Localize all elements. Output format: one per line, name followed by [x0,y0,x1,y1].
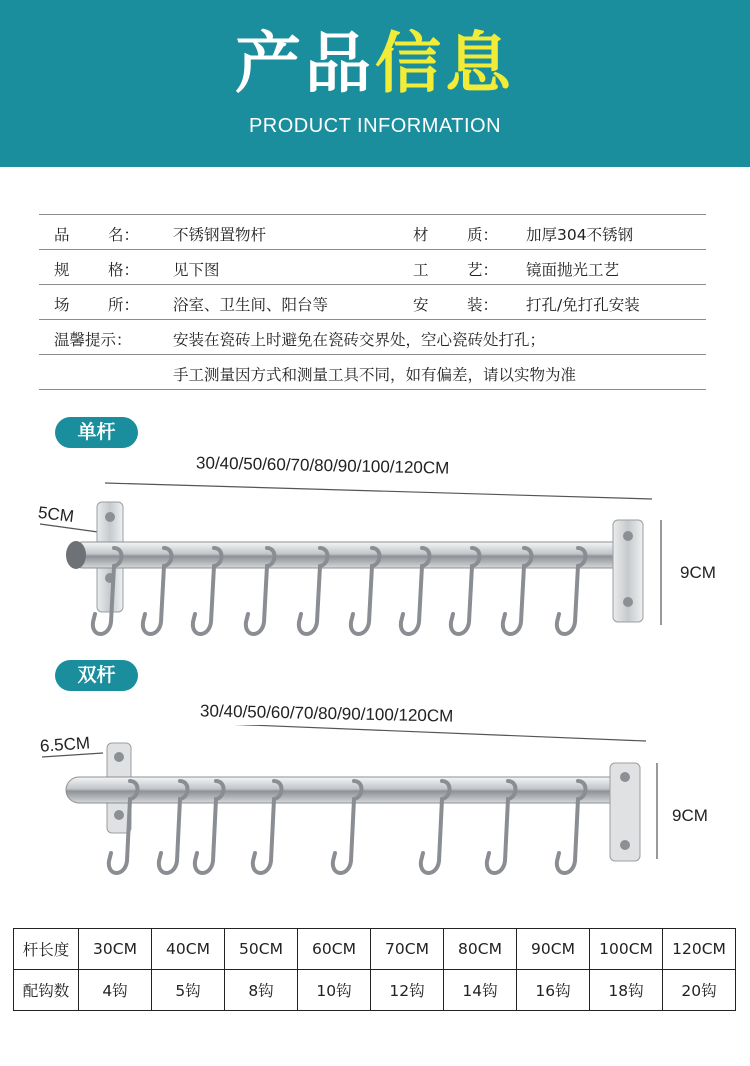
spec-cell: 8钩 [225,970,298,1011]
info-value: 手工测量因方式和测量工具不同，如有偏差，请以实物为准 [173,366,577,384]
page-subtitle: PRODUCT INFORMATION [248,115,502,137]
spec-cell: 90CM [517,929,590,970]
spec-cell: 70CM [371,929,444,970]
title-yellow-part: 信息 [375,25,515,102]
spec-cell: 20钩 [663,970,736,1011]
info-label: 场 所： [54,296,139,314]
info-row [39,214,706,250]
info-row [39,355,706,390]
header-banner [0,0,750,167]
spec-cell: 10钩 [298,970,371,1011]
spec-row-length [14,929,736,970]
spec-table [13,928,736,1011]
single-bar-badge: 单杆 [55,417,138,448]
single-rack-illustration [0,480,750,650]
spec-cell: 60CM [298,929,371,970]
info-value: 见下图 [173,261,220,279]
spec-cell: 4钩 [79,970,152,1011]
info-label: 安 装： [413,296,498,314]
info-value: 浴室、卫生间、阳台等 [173,296,329,314]
title-white-part: 产品 [235,25,375,102]
spec-cell: 12钩 [371,970,444,1011]
double-rack-illustration [0,725,750,885]
product-info-table [39,214,706,390]
spec-cell: 30CM [79,929,152,970]
info-label: 温馨提示： [54,331,132,349]
single-height-label: 9CM [680,563,716,582]
info-value: 安装在瓷砖上时避免在瓷砖交界处，空心瓷砖处打孔； [173,331,546,349]
spec-cell: 18钩 [590,970,663,1011]
info-label: 材 质： [413,226,498,244]
spec-cell: 40CM [152,929,225,970]
info-row [39,285,706,320]
info-value: 不锈钢置物杆 [173,226,267,244]
info-row [39,250,706,285]
double-bar-badge: 双杆 [55,660,138,691]
spec-row-hooks [14,970,736,1011]
double-height-label: 9CM [672,806,708,825]
info-label: 工 艺： [413,261,498,279]
info-value: 镜面抛光工艺 [526,261,620,279]
spec-row-header: 配钩数 [14,970,79,1011]
double-offset-label: 6.5CM [39,733,91,756]
info-value: 加厚304不锈钢 [526,226,634,244]
spec-cell: 16钩 [517,970,590,1011]
spec-cell: 80CM [444,929,517,970]
spec-cell: 100CM [590,929,663,970]
double-length-label: 30/40/50/60/70/80/90/100/120CM [199,701,454,726]
info-row [39,320,706,355]
spec-cell: 14钩 [444,970,517,1011]
info-label: 品 名： [54,226,139,244]
page-title [0,22,750,106]
spec-row-header: 杆长度 [14,929,79,970]
single-offset-label: 5CM [37,502,75,527]
spec-cell: 5钩 [152,970,225,1011]
info-label: 规 格： [54,261,139,279]
spec-cell: 50CM [225,929,298,970]
single-length-label: 30/40/50/60/70/80/90/100/120CM [195,453,450,478]
spec-cell: 120CM [663,929,736,970]
info-value: 打孔/免打孔安装 [526,296,640,314]
